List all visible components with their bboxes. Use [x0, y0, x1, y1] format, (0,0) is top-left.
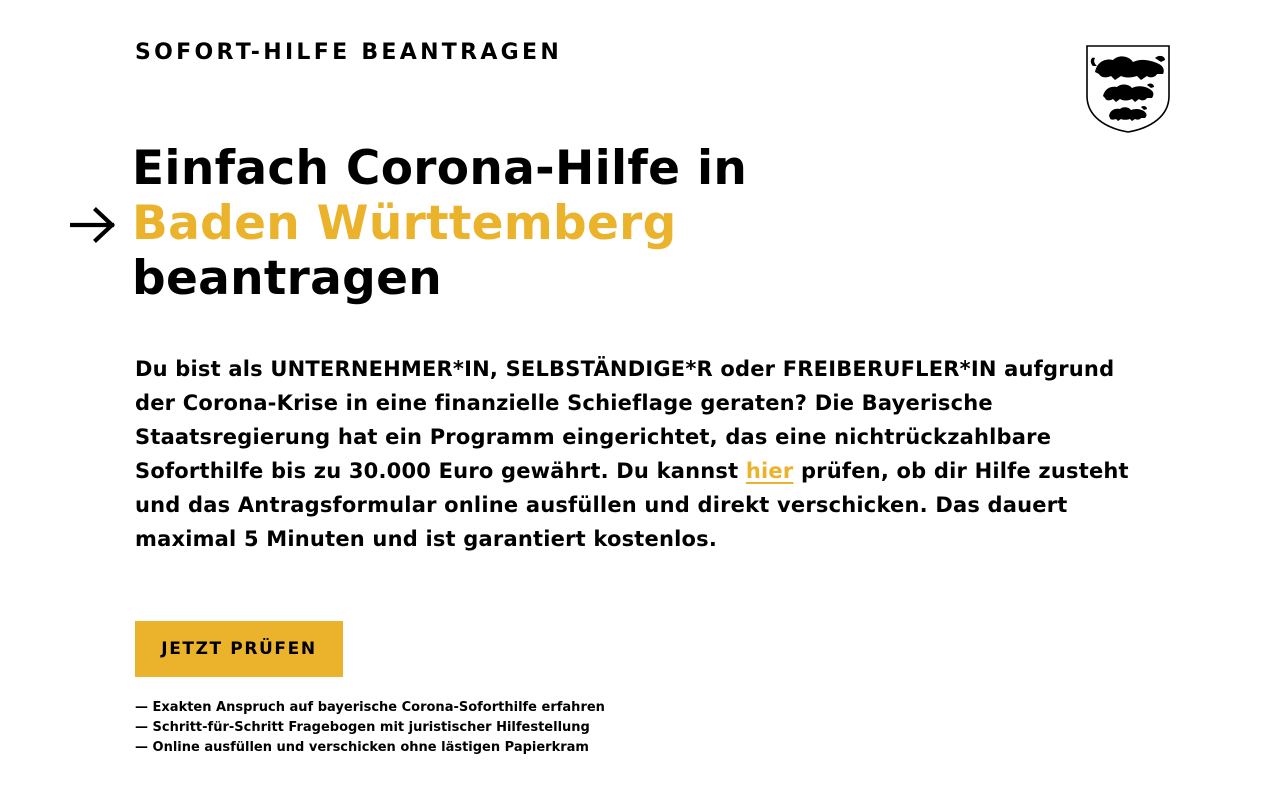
hero-headline — [132, 141, 747, 306]
intro-text-before-link: Du bist als UNTERNEHMER*IN, SELBSTÄNDIGE*R oder FREIBERUFLER*IN aufgrund der Corona-Krise in eine finanzielle Schieflage geraten? Die Bayerische Staatsregierung hat ein Programm eingerichtet, das eine nichtrückzahlbare Soforthilfe bis zu 30.000 Euro gewährt. Du kannst — [135, 357, 1115, 483]
check-eligibility-link[interactable]: hier — [745, 459, 794, 483]
check-now-button[interactable]: JETZT PRÜFEN — [135, 621, 343, 677]
benefit-item: — Online ausfüllen und verschicken ohne lästigen Papierkram — [135, 740, 589, 755]
headline-region: Baden Württemberg — [132, 196, 677, 251]
intro-paragraph — [135, 352, 1145, 556]
arrow-right-icon — [70, 205, 118, 245]
benefit-item: — Schritt-für-Schritt Fragebogen mit juristischer Hilfestellung — [135, 720, 590, 735]
headline-line-1: Einfach Corona-Hilfe in — [132, 141, 748, 196]
coat-of-arms-icon — [1085, 44, 1171, 134]
benefit-item: — Exakten Anspruch auf bayerische Corona-Soforthilfe erfahren — [135, 700, 605, 715]
intro-text-after-link: prüfen, ob dir Hilfe zusteht und das Antragsformular online ausfüllen und direkt verschicken. Das dauert maximal 5 Minuten und ist garantiert kostenlos. — [135, 459, 1129, 551]
benefits-list — [135, 698, 605, 758]
brand-title: SOFORT-HILFE BEANTRAGEN — [135, 40, 563, 65]
headline-line-3: beantragen — [132, 251, 443, 306]
